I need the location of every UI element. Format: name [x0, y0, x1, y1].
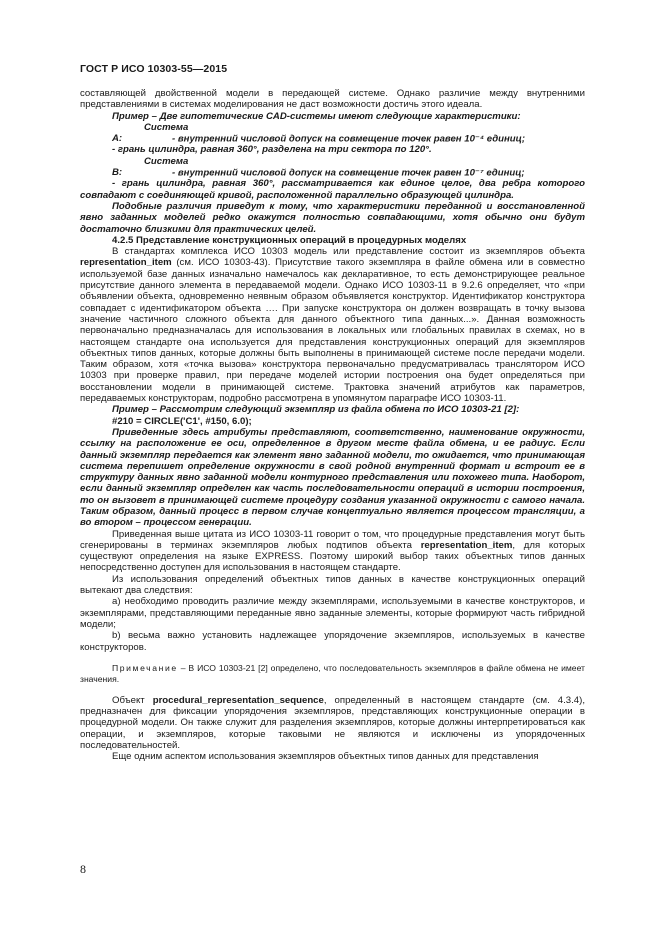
text-run: , определенный в настоящем стандарте (см. 4.3.4), предназначен для фиксации упорядочения экземпляров, представляющих конструкционные операции в процедурной модели. Он также служит для разделения экземпляров, которые должны интерпретироваться как операции, и экземпляров, которые таковыми не являются и исключены из упорядоченных последовательностей.: [80, 694, 585, 752]
text-run: В стандартах комплекса ИСО 10303 модель или представление состоит из экземпляров объекта: [112, 246, 585, 258]
note-label: Примечание: [112, 662, 178, 673]
term-representation-item: representation_item: [420, 539, 513, 551]
text-run: Приведенная выше цитата из ИСО 10303-11 говорит о том, что процедурные представления могут быть сгенерированы в терминах экземпляров любых подтипов объекта: [80, 528, 585, 551]
page-header: ГОСТ Р ИСО 10303-55—2015: [80, 63, 228, 75]
note: [80, 663, 585, 685]
page-number: 8: [80, 862, 86, 876]
text-run: (см. ИСО 10303-43). Присутствие такого экземпляра в файле обмена или в совместно используемой базе данных изначально намечалось как декларативное, то есть демонстрирующее реальное присутствие данного элемента в передаваемой модели. Однако ИСО 10303-11 в 9.2.6 определяет, что «при объявлении объекта, одновременно неявным образом объявляется конструктор. Идентификатор конструктора совпадает с идентификатором объекта …. При запуске конструктора он должен возвращать в точку вызова значение частичного сложного объекта для данного объектного типа данных...». Данная возможность первоначально предназначалась для использования в локальных или глобальных правилах в схемах, но в настоящем стандарте она используется для представления конструкционных операций для экземпляров объектных типов данных, которые должны быть выполнены в принимающей системе после передачи модели. Таким образом, хотя «точка вызова» конструктора первоначально предусматривалась транслятором ИСО 10303 при проверке правил, при передаче моделей истории построения она будет определяться при восстановлении модели в принимающей системе. Трактовка значений атрибутов как параметров, передаваемых конструкторам, подробно рассмотрена в упомянутом параграфе ИСО 10303-11.: [80, 257, 585, 405]
term-representation-item: representation_item: [80, 257, 172, 269]
note-text: – В ИСО 10303-21 [2] определено, что последовательность экземпляров в файле обмена не имеет значения.: [80, 662, 585, 684]
example2-intro: Пример – Рассмотрим следующий экземпляр из файла обмена по ИСО 10303-21 [2]:: [112, 404, 520, 416]
term-procedural-sequence: procedural_representation_sequence: [152, 694, 324, 706]
example2-code: #210 = CIRCLE('C1', #150, 6.0);: [112, 415, 252, 427]
system-b-face: - грань цилиндра, равная 360°, рассматривается как единое целое, два ребра которого совпадают с соединяющей кривой, расположенной параллельно образующей цилиндра.: [80, 178, 585, 201]
example-intro: Пример – Две гипотетические CAD-системы имеют следующие характеристики:: [112, 110, 521, 122]
page-body: [80, 88, 585, 763]
paragraph-quote: [80, 529, 585, 574]
paragraph-continuation: составляющей двойственной модели в передающей системе. Однако различие между внутренними представлениями в системах моделирования не даст возможности достичь этого идеала.: [80, 88, 585, 111]
system-b-line: [80, 156, 585, 179]
paragraph-final: Еще одним аспектом использования экземпляров объектных типов данных для представления: [112, 751, 539, 763]
paragraph-consequences: Из использования определений объектных типов данных в качестве конструкционных операций вытекают два следствия:: [80, 573, 585, 597]
text-run: Объект: [112, 694, 153, 706]
system-a-line: [80, 122, 585, 145]
example2-text: Приведенные здесь атрибуты представляют, соответственно, наименование окружности, ссылку на расположение ее оси, определенное в другом месте файла обмена, и ее радиус. Если данный экземпляр передается как элемент явно заданной модели, то ожидается, что принимающая система перепишет определение окружности в свой родной внутренний формат и встроит ее в структуру данных явно заданной модели контурного представления или похожего типа. Наоборот, если данный экземпляр определен как часть последовательности операций в истории построения, то он вызовет в принимающей системе процедуру создания указанной окружности с самого начала. Таким образом, данный процесс в первом случае концептуально является процессом трансляции, а во втором – процессом генерации.: [80, 426, 585, 529]
list-item-b: b) весьма важно установить надлежащее упорядочение экземпляров, используемых в качестве конструкторов.: [80, 630, 585, 653]
paragraph-sequence: [80, 695, 585, 751]
paragraph-representation: [80, 246, 585, 404]
system-b-label: Система В:: [112, 155, 189, 179]
section-heading: 4.2.5 Представление конструкционных операций в процедурных моделях: [112, 234, 467, 246]
system-a-label: Система А:: [112, 121, 189, 145]
system-a-face: - грань цилиндра, равная 360°, разделена на три сектора по 120°.: [112, 144, 432, 156]
example-consequence: Подобные различия приведут к тому, что характеристики переданной и восстановленной явно заданных моделей редко окажутся полностью совпадающими, хотя обычно они будут достаточно близкими для практических целей.: [80, 200, 585, 235]
system-b-text: - внутренний числовой допуск на совмещение точек равен 10⁻⁷ единиц;: [172, 167, 525, 179]
text-run: , для которых существуют определения на языке EXPRESS. Поэтому широкий выбор таких объектных типов данных непосредственно доступен для использования в настоящем стандарте.: [80, 539, 585, 574]
system-a-text: - внутренний числовой допуск на совмещение точек равен 10⁻⁴ единиц;: [172, 133, 526, 145]
list-item-a: а) необходимо проводить различие между экземплярами, используемыми в качестве конструкторов, и экземплярами, представляющими переданные явно заданные элементы, которые формируют часть гибридной модели;: [80, 596, 585, 630]
